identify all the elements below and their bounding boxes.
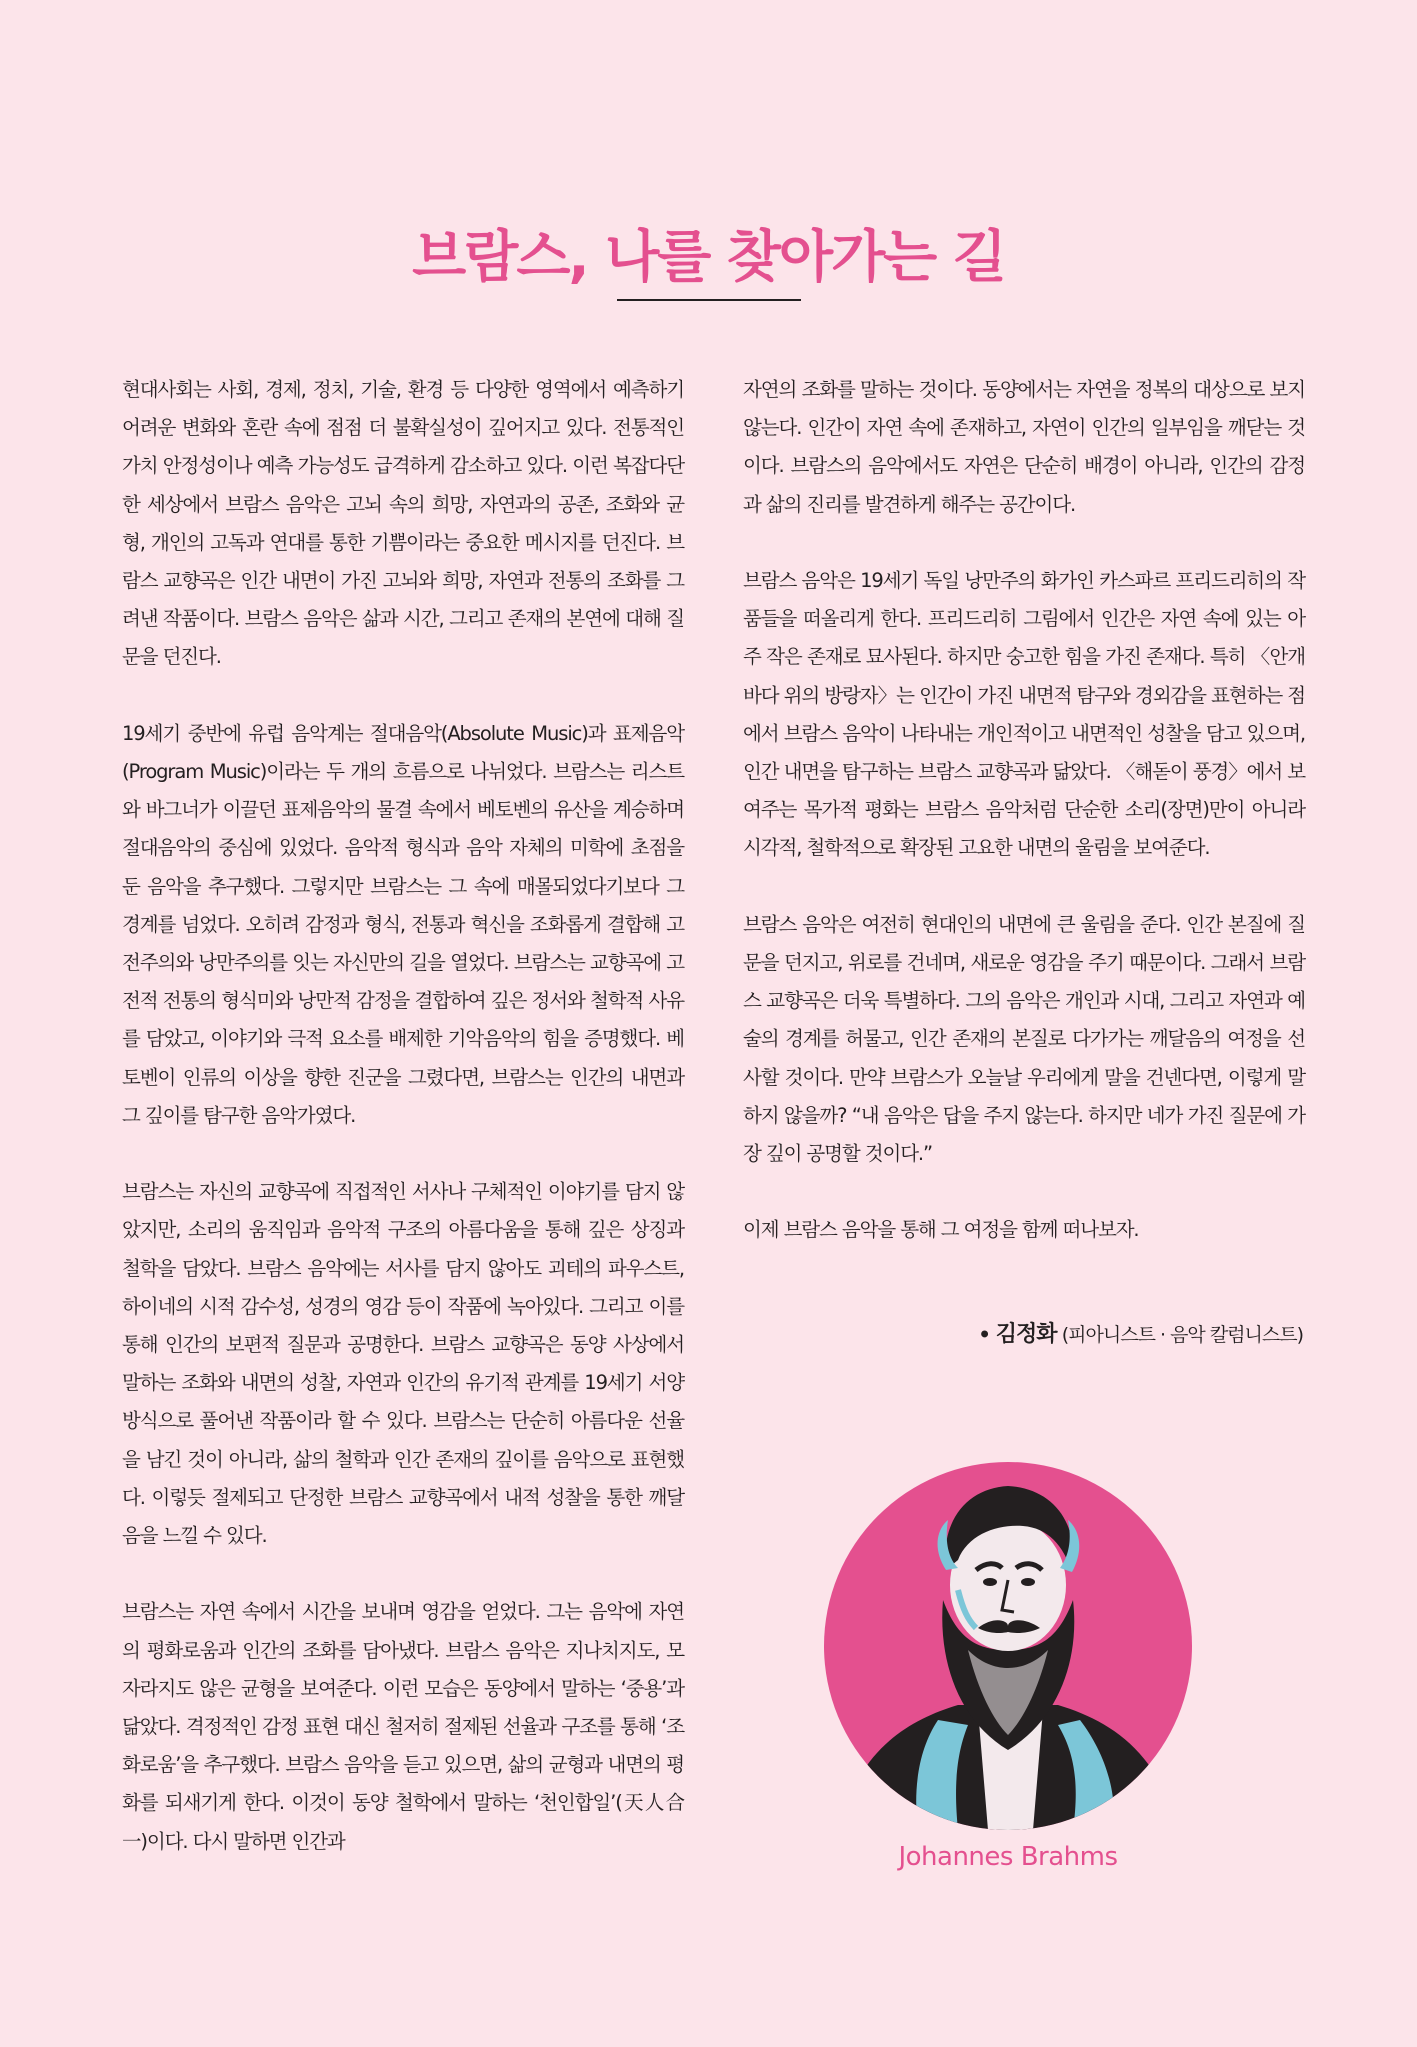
- author-role: (피아니스트 · 음악 칼럼니스트): [1061, 1324, 1303, 1346]
- article-title: 브람스, 나를 찾아가는 길: [412, 224, 1005, 290]
- author-name: 김정화: [995, 1322, 1057, 1347]
- paragraph: 브람스 음악은 19세기 독일 낭만주의 화가인 카스파르 프리드리히의 작품들을 떠올리게 한다. 프리드리히 그림에서 인간은 자연 속에 있는 아주 작은 존재로 묘사된다. 하지만 숭고한 힘을 가진 존재다. 특히 〈안개 바다 위의 방랑자〉는 인간이 가진 내면적 탐구와 경외감을 표현하는 점에서 브람스 음악이 나타내는 개인적이고 내면적인 성찰을 담고 있으며, 인간 내면을 탐구하는 브람스 교향곡과 닮았다. 〈해돋이 풍경〉에서 보여주는 목가적 평화는 브람스 음악처럼 단순한 소리(장면)만이 아니라 시각적, 철학적으로 확장된 고요한 내면의 울림을 보여준다.: [743, 569, 1305, 860]
- left-column: [122, 371, 684, 1899]
- author-byline: [978, 1317, 1303, 1348]
- right-column: [743, 371, 1305, 1288]
- paragraph: 19세기 중반에 유럽 음악계는 절대음악(Absolute Music)과 표제음악(Program Music)이라는 두 개의 흐름으로 나뉘었다. 브람스는 리스트와 바그너가 이끌던 표제음악의 물결 속에서 베토벤의 유산을 계승하며 절대음악의 중심에 있었다. 음악적 형식과 음악 자체의 미학에 초점을 둔 음악을 추구했다. 그렇지만 브람스는 그 속에 매몰되었다기보다 그 경계를 넘었다. 오히려 감정과 형식, 전통과 혁신을 조화롭게 결합해 고전주의와 낭만주의를 잇는 자신만의 길을 열었다. 브람스는 교향곡에 고전적 전통의 형식미와 낭만적 감정을 결합하여 깊은 정서와 철학적 사유를 담았고, 이야기와 극적 요소를 배제한 기악음악의 힘을 증명했다. 베토벤이 인류의 이상을 향한 진군을 그렸다면, 브람스는 인간의 내면과 그 깊이를 탐구한 음악가였다.: [122, 721, 684, 1127]
- portrait-caption: Johannes Brahms: [898, 1842, 1118, 1872]
- byline-bullet: •: [978, 1323, 990, 1346]
- paragraph: 브람스는 자연 속에서 시간을 보내며 영감을 얻었다. 그는 음악에 자연의 평화로움과 인간의 조화를 담아냈다. 브람스 음악은 지나치지도, 모자라지도 않은 균형을 보여준다. 이런 모습은 동양에서 말하는 ‘중용’과 닮았다. 격정적인 감정 표현 대신 철저히 절제된 선율과 구조를 통해 ‘조화로움’을 추구했다. 브람스 음악을 듣고 있으면, 삶의 균형과 내면의 평화를 되새기게 한다. 이것이 동양 철학에서 말하는 ‘천인합일’(天人合一)이다. 다시 말하면 인간과: [122, 1600, 684, 1853]
- paragraph: 브람스는 자신의 교향곡에 직접적인 서사나 구체적인 이야기를 담지 않았지만, 소리의 움직임과 음악적 구조의 아름다움을 통해 깊은 상징과 철학을 담았다. 브람스 음악에는 서사를 담지 않아도 괴테의 파우스트, 하이네의 시적 감수성, 성경의 영감 등이 작품에 녹아있다. 그리고 이를 통해 인간의 보편적 질문과 공명한다. 브람스 교향곡은 동양 사상에서 말하는 조화와 내면의 성찰, 자연과 인간의 유기적 관계를 19세기 서양 방식으로 풀어낸 작품이라 할 수 있다. 브람스는 단순히 아름다운 선율을 남긴 것이 아니라, 삶의 철학과 인간 존재의 깊이를 음악으로 표현했다. 이렇듯 절제되고 단정한 브람스 교향곡에서 내적 성찰을 통한 깨달음을 느낄 수 있다.: [122, 1180, 684, 1548]
- brahms-portrait-icon: [818, 1450, 1198, 1830]
- paragraph: 현대사회는 사회, 경제, 정치, 기술, 환경 등 다양한 영역에서 예측하기 어려운 변화와 혼란 속에 점점 더 불확실성이 깊어지고 있다. 전통적인 가치 안정성이나 예측 가능성도 급격하게 감소하고 있다. 이런 복잡다단한 세상에서 브람스 음악은 고뇌 속의 희망, 자연과의 공존, 조화와 균형, 개인의 고독과 연대를 통한 기쁨이라는 중요한 메시지를 던진다. 브람스 교향곡은 인간 내면이 가진 고뇌와 희망, 자연과 전통의 조화를 그려낸 작품이다. 브람스 음악은 삶과 시간, 그리고 존재의 본연에 대해 질문을 던진다.: [122, 378, 684, 669]
- title-divider: [617, 299, 801, 301]
- paragraph: 브람스 음악은 여전히 현대인의 내면에 큰 울림을 준다. 인간 본질에 질문을 던지고, 위로를 건네며, 새로운 영감을 주기 때문이다. 그래서 브람스 교향곡은 더욱 특별하다. 그의 음악은 개인과 시대, 그리고 자연과 예술의 경계를 허물고, 인간 존재의 본질로 다가가는 깨달음의 여정을 선사할 것이다. 만약 브람스가 오늘날 우리에게 말을 건넨다면, 이렇게 말하지 않을까? “내 음악은 답을 주지 않는다. 하지만 네가 가진 질문에 가장 깊이 공명할 것이다.”: [743, 912, 1305, 1166]
- paragraph: 이제 브람스 음악을 통해 그 여정을 함께 떠나보자.: [743, 1218, 1139, 1242]
- paragraph: 자연의 조화를 말하는 것이다. 동양에서는 자연을 정복의 대상으로 보지 않는다. 인간이 자연 속에 존재하고, 자연이 인간의 일부임을 깨닫는 것이다. 브람스의 음악에서도 자연은 단순히 배경이 아니라, 인간의 감정과 삶의 진리를 발견하게 해주는 공간이다.: [743, 378, 1305, 516]
